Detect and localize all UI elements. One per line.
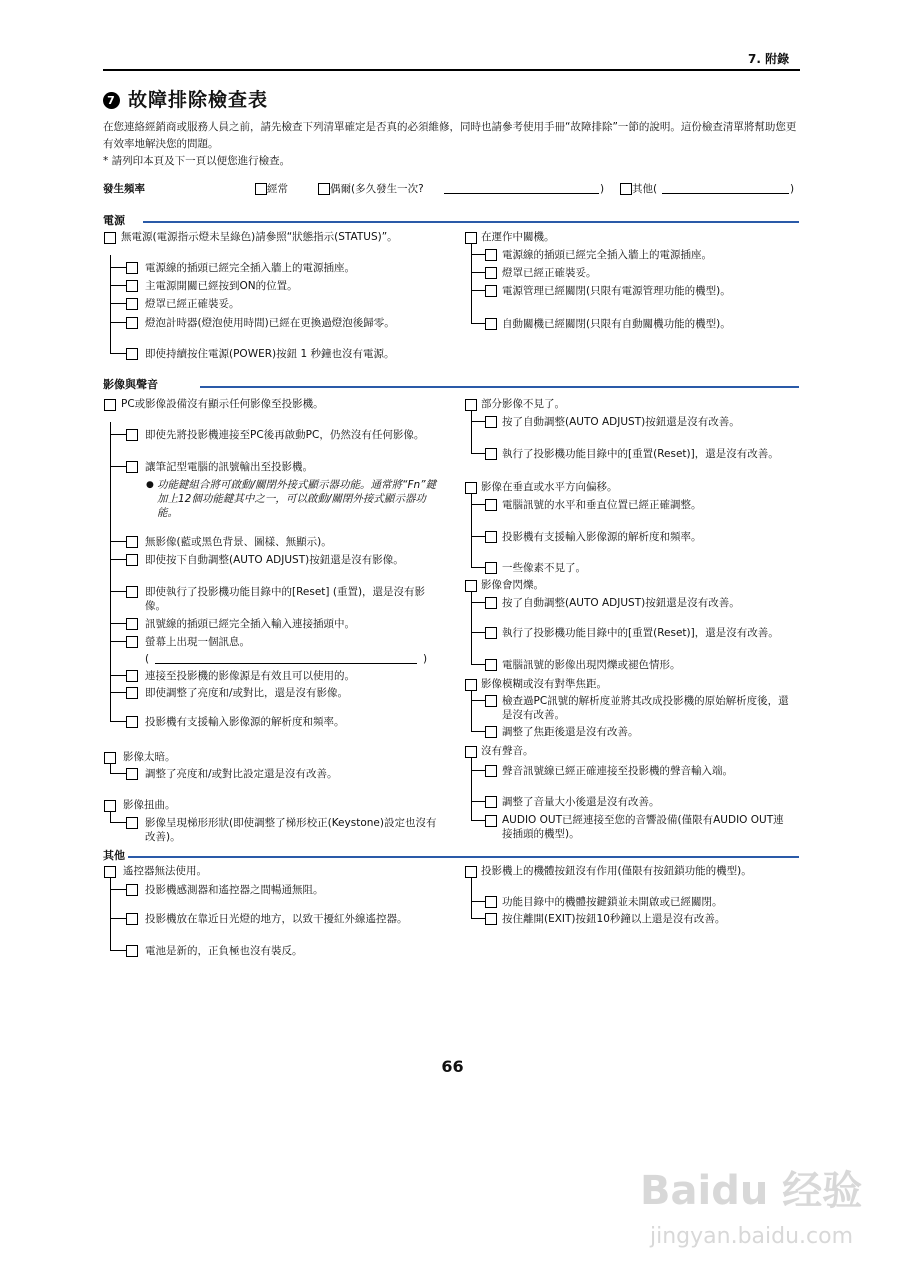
image-distort-main-checkbox[interactable] xyxy=(104,800,116,812)
sound-item-checkbox[interactable] xyxy=(485,815,497,827)
tree-branch xyxy=(471,801,485,802)
remote-main-checkbox[interactable] xyxy=(104,866,116,878)
no-image-item-checkbox[interactable] xyxy=(126,461,138,473)
power-left-item-checkbox[interactable] xyxy=(126,280,138,292)
power-right-item-checkbox[interactable] xyxy=(485,318,497,330)
offset-item-label: 一些像素不見了。 xyxy=(502,562,586,574)
remote-item-label: 電池是新的，正負極也沒有裝反。 xyxy=(145,945,303,957)
frequency-other-close: ) xyxy=(790,183,795,195)
remote-item-label: 投影機放在靠近日光燈的地方，以致干擾紅外線遙控器。 xyxy=(145,913,408,925)
offset-item-checkbox[interactable] xyxy=(485,562,497,574)
partial-tree-line xyxy=(471,411,472,453)
remote-item-checkbox[interactable] xyxy=(126,945,138,957)
blur-main-label: 影像模糊或沒有對準焦距。 xyxy=(481,678,607,690)
tree-branch xyxy=(110,267,126,268)
blur-item-checkbox[interactable] xyxy=(485,695,497,707)
image-dark-item-label: 調整了亮度和/或對比設定還是沒有改善。 xyxy=(145,768,338,780)
power-left-main-checkbox[interactable] xyxy=(104,232,116,244)
power-left-item-label: 燈泡計時器(燈泡使用時間)已經在更換過燈泡後歸零。 xyxy=(145,317,395,329)
frequency-sometimes-blank[interactable] xyxy=(444,181,599,194)
blur-item-label: 檢查過PC訊號的解析度並將其改成投影機的原始解析度後，還是沒有改善。 xyxy=(502,695,789,721)
page-number: 66 xyxy=(441,1057,464,1076)
remote-item-checkbox[interactable] xyxy=(126,884,138,896)
no-image-item-checkbox[interactable] xyxy=(126,716,138,728)
frequency-always-label: 經常 xyxy=(267,183,288,195)
no-image-item-label: 訊號線的插頭已經完全插入輸入連接插頭中。 xyxy=(145,618,355,630)
offset-item-checkbox[interactable] xyxy=(485,531,497,543)
power-left-item-label: 電源線的插頭已經完全插入牆上的電源插座。 xyxy=(145,262,355,274)
tree-branch xyxy=(110,822,126,823)
tree-branch xyxy=(471,421,485,422)
partial-item-checkbox[interactable] xyxy=(485,416,497,428)
power-left-item-checkbox[interactable] xyxy=(126,262,138,274)
section-power-rule xyxy=(143,221,799,223)
image-dark-main-checkbox[interactable] xyxy=(104,752,116,764)
image-dark-tree-line xyxy=(110,764,111,773)
no-image-item-label: 即使執行了投影機功能目錄中的[Reset] (重置)，還是沒有影像。 xyxy=(145,586,426,612)
section-other-rule xyxy=(128,856,799,858)
sound-main-checkbox[interactable] xyxy=(465,746,477,758)
sound-item-checkbox[interactable] xyxy=(485,796,497,808)
tree-branch xyxy=(110,918,126,919)
power-right-main-label: 在運作中關機。 xyxy=(481,231,555,243)
frequency-other-label: 其他( xyxy=(632,183,658,195)
image-dark-main-label: 影像太暗。 xyxy=(123,751,176,763)
sound-item-label: AUDIO OUT已經連接至您的音響設備(僅限有AUDIO OUT連接插頭的機型)。 xyxy=(502,814,784,840)
tree-branch xyxy=(110,591,126,592)
tree-branch xyxy=(110,303,126,304)
sound-item-checkbox[interactable] xyxy=(485,765,497,777)
blur-main-checkbox[interactable] xyxy=(465,679,477,691)
tree-branch xyxy=(110,721,126,722)
power-right-tree-line xyxy=(471,244,472,324)
tree-branch xyxy=(471,602,485,603)
fn-key-bullet-text: 功能鍵組合將可啟動/關閉外接式顯示器功能。通常將“Fn”鍵加上12個功能鍵其中之一，可以啟動/關閉外接式顯示器功能。 xyxy=(157,479,437,519)
partial-item-checkbox[interactable] xyxy=(485,448,497,460)
no-image-item-label: 投影機有支援輸入影像源的解析度和頻率。 xyxy=(145,716,345,728)
tree-branch xyxy=(471,504,485,505)
power-left-item-checkbox[interactable] xyxy=(126,317,138,329)
remote-item-checkbox[interactable] xyxy=(126,913,138,925)
power-right-item-checkbox[interactable] xyxy=(485,285,497,297)
flicker-item-label: 執行了投影機功能目錄中的[重置(Reset)]，還是沒有改善。 xyxy=(502,627,779,639)
intro-paragraph: 在您連絡經銷商或服務人員之前，請先檢查下列清單確定是否真的必須維修，同時也請參考使用手冊“故障排除”一節的說明。這份檢查清單將幫助您更有效率地解決您的問題。 xyxy=(103,121,797,150)
tree-branch xyxy=(471,567,485,568)
header-rule xyxy=(103,69,800,71)
tree-branch xyxy=(110,692,126,693)
tree-branch xyxy=(471,901,485,902)
power-left-item-checkbox[interactable] xyxy=(126,348,138,360)
no-image-item-checkbox[interactable] xyxy=(126,687,138,699)
offset-item-label: 投影機有支援輸入影像源的解析度和頻率。 xyxy=(502,531,702,543)
title-number: 7 xyxy=(103,92,120,109)
image-distort-main-label: 影像扭曲。 xyxy=(123,799,176,811)
sound-item-label: 調整了音量大小後還是沒有改善。 xyxy=(502,796,660,808)
power-right-item-label: 燈罩已經正確裝妥。 xyxy=(502,267,597,279)
flicker-main-label: 影像會閃爍。 xyxy=(481,579,544,591)
image-distort-item-label: 影像呈現梯形形狀(即使調整了梯形校正(Keystone)設定也沒有改善)。 xyxy=(145,817,437,843)
frequency-sometimes-checkbox[interactable] xyxy=(318,183,330,195)
sound-tree-line xyxy=(471,758,472,820)
no-image-item-label: 即使調整了亮度和/或對比，還是沒有影像。 xyxy=(145,687,349,699)
keys-tree-line xyxy=(471,878,472,918)
power-right-item-label: 電源管理已經關閉(只限有電源管理功能的機型)。 xyxy=(502,285,731,297)
partial-main-label: 部分影像不見了。 xyxy=(481,398,565,410)
tree-branch xyxy=(110,773,126,774)
frequency-label: 發生頻率 xyxy=(103,183,145,195)
flicker-item-checkbox[interactable] xyxy=(485,659,497,671)
no-image-item-checkbox[interactable] xyxy=(126,536,138,548)
intro-note: * 請列印本頁及下一頁以便您進行檢查。 xyxy=(103,155,291,167)
blur-item-label: 調整了焦距後還是沒有改善。 xyxy=(502,726,639,738)
tree-branch xyxy=(110,322,126,323)
tree-branch xyxy=(471,632,485,633)
offset-item-checkbox[interactable] xyxy=(485,499,497,511)
remote-item-label: 投影機感測器和遙控器之間暢通無阻。 xyxy=(145,884,324,896)
tree-branch xyxy=(471,536,485,537)
no-image-item-checkbox[interactable] xyxy=(126,429,138,441)
tree-branch xyxy=(471,254,485,255)
section-image-title: 影像與聲音 xyxy=(103,378,158,391)
keys-item-checkbox[interactable] xyxy=(485,896,497,908)
tree-branch xyxy=(110,285,126,286)
power-right-main-checkbox[interactable] xyxy=(465,232,477,244)
tree-branch xyxy=(471,664,485,665)
partial-item-label: 執行了投影機功能目錄中的[重置(Reset)]，還是沒有改善。 xyxy=(502,448,779,460)
tree-branch xyxy=(110,623,126,624)
tree-branch xyxy=(471,918,485,919)
tree-branch xyxy=(110,950,126,951)
offset-main-checkbox[interactable] xyxy=(465,482,477,494)
tree-branch xyxy=(471,290,485,291)
no-image-item-label: 螢幕上出現一個訊息。 xyxy=(145,636,250,648)
offset-main-label: 影像在垂直或水平方向偏移。 xyxy=(481,481,618,493)
tree-branch xyxy=(110,353,126,354)
no-image-item-checkbox[interactable] xyxy=(126,586,138,598)
power-right-item-checkbox[interactable] xyxy=(485,249,497,261)
power-right-item-label: 自動關機已經關閉(只限有自動關機功能的機型)。 xyxy=(502,318,731,330)
chapter-header: 7. 附錄 xyxy=(748,52,790,66)
power-right-item-label: 電源線的插頭已經完全插入牆上的電源插座。 xyxy=(502,249,712,261)
no-image-item-label: 即使先將投影機連接至PC後再啟動PC，仍然沒有任何影像。 xyxy=(145,429,425,441)
tree-branch xyxy=(471,272,485,273)
message-paren-close: ) xyxy=(423,653,428,665)
tree-branch xyxy=(110,675,126,676)
tree-branch xyxy=(471,453,485,454)
watermark-brand: Baidu 经验 xyxy=(640,1168,863,1214)
keys-item-label: 按住離開(EXIT)按鈕10秒鐘以上還是沒有改善。 xyxy=(502,913,726,925)
frequency-other-blank[interactable] xyxy=(662,181,789,194)
power-left-item-label: 即使持續按住電源(POWER)按鈕 1 秒鐘也沒有電源。 xyxy=(145,348,395,360)
flicker-item-label: 電腦訊號的影像出現閃爍或褪色情形。 xyxy=(502,659,681,671)
section-other-title: 其他 xyxy=(103,849,125,862)
bullet-dot: ● xyxy=(146,480,154,490)
no-image-main-label: PC或影像設備沒有顯示任何影像至投影機。 xyxy=(121,398,324,410)
tree-branch xyxy=(110,889,126,890)
tree-branch xyxy=(471,323,485,324)
no-image-item-label: 無影像(藍或黑色背景、圖樣、無顯示)。 xyxy=(145,536,332,548)
power-left-main-label: 無電源(電源指示燈未呈綠色)請參照“狀態指示(STATUS)”。 xyxy=(121,231,398,243)
flicker-item-label: 按了自動調整(AUTO ADJUST)按鈕還是沒有改善。 xyxy=(502,597,740,609)
power-right-item-checkbox[interactable] xyxy=(485,267,497,279)
tree-branch xyxy=(110,641,126,642)
no-image-item-label: 讓筆記型電腦的訊號輸出至投影機。 xyxy=(145,461,313,473)
blur-item-checkbox[interactable] xyxy=(485,726,497,738)
keys-item-label: 功能目錄中的機體按鍵鎖並未開啟或已經關閉。 xyxy=(502,896,723,908)
partial-item-label: 按了自動調整(AUTO ADJUST)按鈕還是沒有改善。 xyxy=(502,416,740,428)
tree-branch xyxy=(110,466,126,467)
frequency-sometimes-close: ) xyxy=(600,183,605,195)
frequency-always-checkbox[interactable] xyxy=(255,183,267,195)
keys-main-label: 投影機上的機體按鈕沒有作用(僅限有按鈕鎖功能的機型)。 xyxy=(481,865,752,877)
section-image-rule xyxy=(200,386,799,388)
tree-branch xyxy=(471,820,485,821)
blur-tree-line xyxy=(471,691,472,731)
frequency-other-checkbox[interactable] xyxy=(620,183,632,195)
tree-branch xyxy=(110,434,126,435)
image-dark-item-checkbox[interactable] xyxy=(126,768,138,780)
title-text: 故障排除檢查表 xyxy=(128,89,269,111)
partial-main-checkbox[interactable] xyxy=(465,399,477,411)
flicker-item-checkbox[interactable] xyxy=(485,597,497,609)
tree-branch xyxy=(110,559,126,560)
remote-main-label: 遙控器無法使用。 xyxy=(123,865,207,877)
sound-main-label: 沒有聲音。 xyxy=(481,745,534,757)
no-image-item-label: 連接至投影機的影像源是有效且可以使用的。 xyxy=(145,670,355,682)
message-blank[interactable] xyxy=(155,651,417,664)
section-power-title: 電源 xyxy=(103,214,125,227)
tree-branch xyxy=(471,731,485,732)
no-image-main-checkbox[interactable] xyxy=(104,399,116,411)
sound-item-label: 聲音訊號線已經正確連接至投影機的聲音輸入端。 xyxy=(502,765,733,777)
flicker-item-checkbox[interactable] xyxy=(485,627,497,639)
no-image-item-checkbox[interactable] xyxy=(126,618,138,630)
page-title xyxy=(103,88,268,112)
flicker-main-checkbox[interactable] xyxy=(465,580,477,592)
tree-branch xyxy=(471,770,485,771)
keys-main-checkbox[interactable] xyxy=(465,866,477,878)
offset-item-label: 電腦訊號的水平和垂直位置已經正確調整。 xyxy=(502,499,702,511)
tree-branch xyxy=(110,541,126,542)
no-image-item-checkbox[interactable] xyxy=(126,554,138,566)
power-left-item-checkbox[interactable] xyxy=(126,298,138,310)
power-left-item-label: 主電源開關已經按到ON的位置。 xyxy=(145,280,298,292)
tree-branch xyxy=(471,700,485,701)
no-image-item-checkbox[interactable] xyxy=(126,670,138,682)
power-left-tree-line xyxy=(110,255,111,354)
no-image-item-label: 即使按下自動調整(AUTO ADJUST)按鈕還是沒有影像。 xyxy=(145,554,404,566)
keys-item-checkbox[interactable] xyxy=(485,913,497,925)
power-left-item-label: 燈罩已經正確裝妥。 xyxy=(145,298,240,310)
image-distort-item-checkbox[interactable] xyxy=(126,817,138,829)
frequency-sometimes-label: 偶爾(多久發生一次? xyxy=(330,183,424,195)
no-image-item-checkbox[interactable] xyxy=(126,636,138,648)
watermark-url: jingyan.baidu.com xyxy=(650,1224,854,1249)
message-paren-open: ( xyxy=(145,653,150,665)
image-distort-tree-line xyxy=(110,812,111,822)
